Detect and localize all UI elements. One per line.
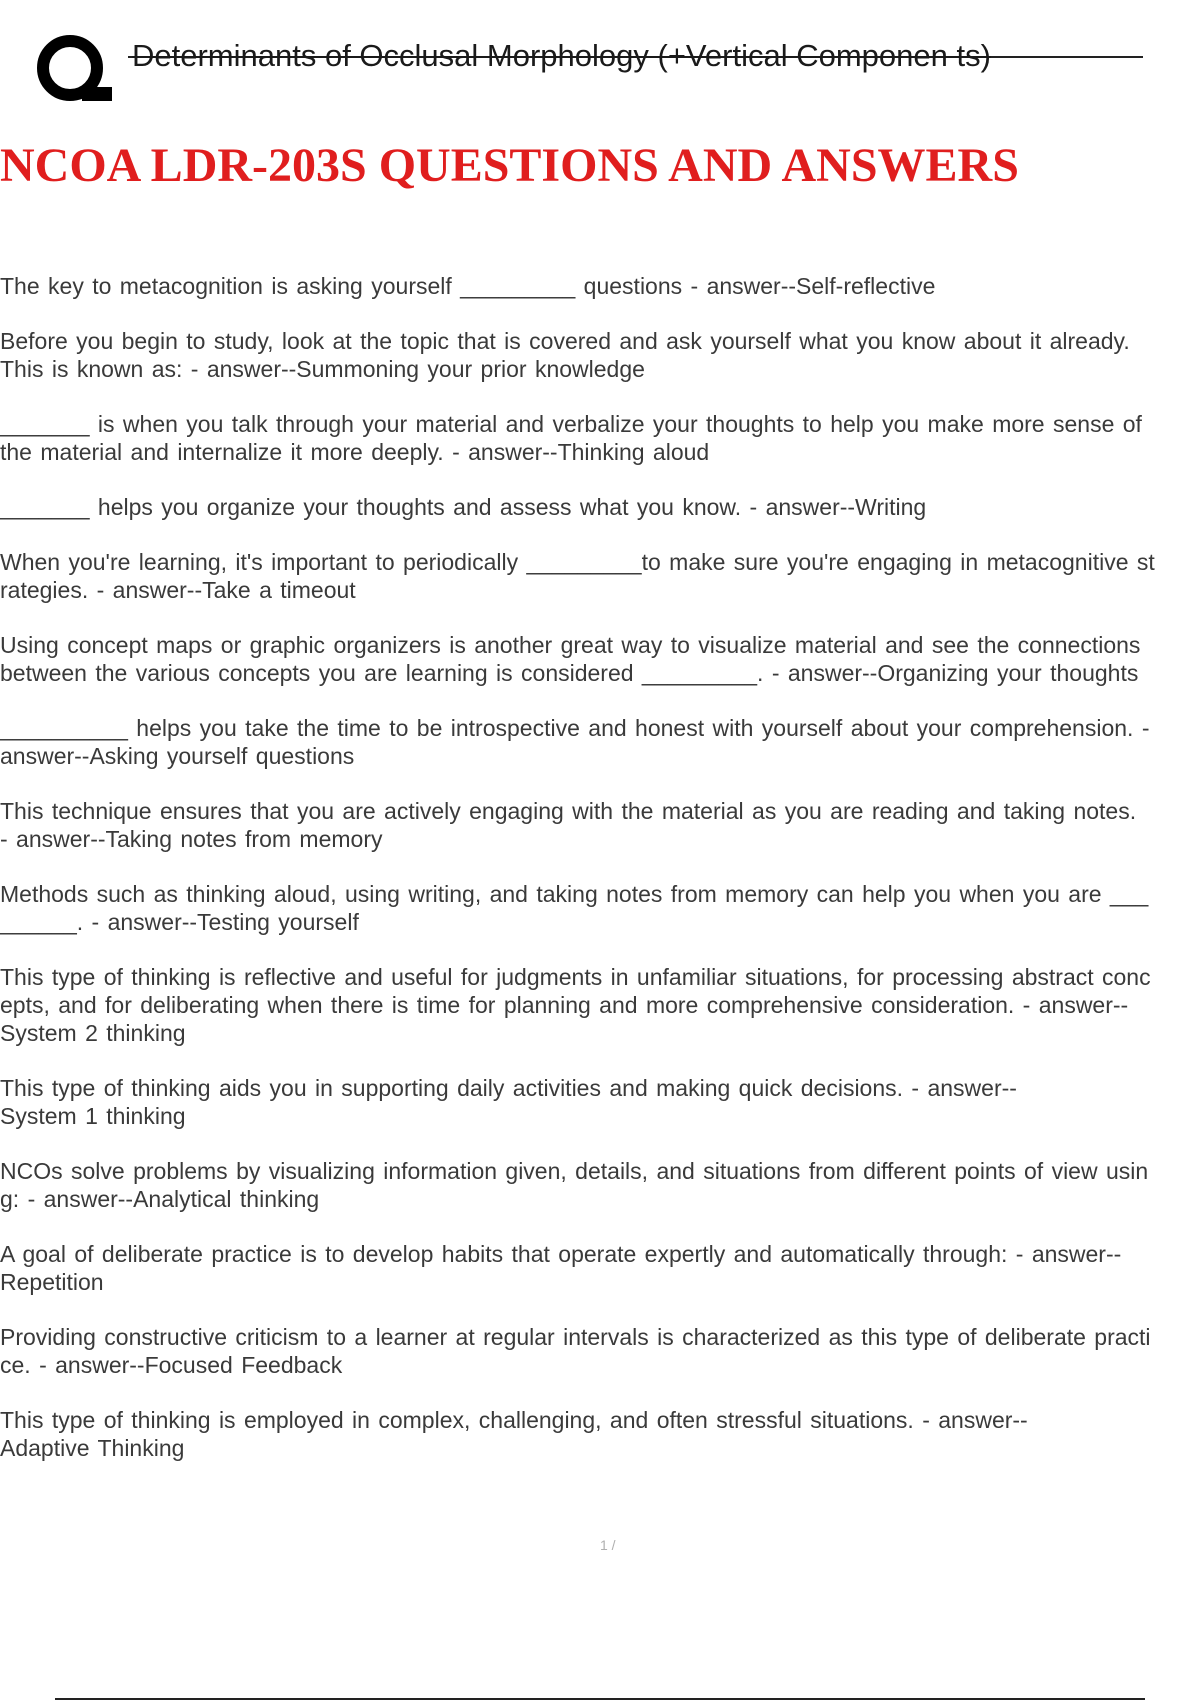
qa-line: _______ helps you organize your thoughts and assess what you know. - answer--Writing <box>0 494 927 520</box>
qa-line: This technique ensures that you are actively engaging with the material as you are reading and taking notes. <box>0 798 1137 824</box>
qa-line: Providing constructive criticism to a learner at regular intervals is characterized as this type of deliberate practi <box>0 1324 1151 1350</box>
qa-line: __________ helps you take the time to be introspective and honest with yourself about your comprehension. - <box>0 715 1150 741</box>
qa-line: answer--Asking yourself questions <box>0 743 355 769</box>
page-number: 1 / <box>600 1537 616 1553</box>
qa-line: the material and internalize it more deeply. - answer--Thinking aloud <box>0 439 710 465</box>
qa-line: This type of thinking is employed in complex, challenging, and often stressful situations. - answer-- <box>0 1407 1028 1433</box>
qa-list <box>0 272 1200 1489</box>
qa-item <box>0 1406 1200 1462</box>
qa-line: This type of thinking is reflective and useful for judgments in unfamiliar situations, for processing abstract conc <box>0 964 1151 990</box>
qa-line: This is known as: - answer--Summoning your prior knowledge <box>0 356 645 382</box>
qa-line: NCOs solve problems by visualizing information given, details, and situations from different points of view usin <box>0 1158 1149 1184</box>
qa-line: The key to metacognition is asking yourself _________ questions - answer--Self-reflective <box>0 273 936 299</box>
qa-line: Using concept maps or graphic organizers is another great way to visualize material and see the connections <box>0 632 1141 658</box>
qa-line: Methods such as thinking aloud, using writing, and taking notes from memory can help you when you are ___ <box>0 881 1149 907</box>
qa-item <box>0 410 1200 466</box>
qa-line: Before you begin to study, look at the topic that is covered and ask yourself what you know about it already. <box>0 328 1130 354</box>
qa-line: between the various concepts you are learning is considered _________. - answer--Organizing your thoughts <box>0 660 1139 686</box>
qa-item <box>0 963 1200 1047</box>
qa-item <box>0 797 1200 853</box>
qa-item <box>0 1323 1200 1379</box>
qa-item <box>0 631 1200 687</box>
qa-line: A goal of deliberate practice is to develop habits that operate expertly and automatically through: - answer-- <box>0 1241 1122 1267</box>
qa-line: Adaptive Thinking <box>0 1435 185 1461</box>
qa-item <box>0 493 1200 521</box>
qa-line: Repetition <box>0 1269 104 1295</box>
qa-item <box>0 327 1200 383</box>
qa-line: _______ is when you talk through your material and verbalize your thoughts to help you make more sense of <box>0 411 1142 437</box>
qa-line: epts, and for deliberating when there is time for planning and more comprehensive consideration. - answer-- <box>0 992 1129 1018</box>
qa-item <box>0 548 1200 604</box>
header-title: Determinants of Occlusal Morphology (+Vertical Componen ts) <box>132 38 991 73</box>
qa-line: ______. - answer--Testing yourself <box>0 909 359 935</box>
qa-item <box>0 1240 1200 1296</box>
qa-item <box>0 272 1200 300</box>
qa-line: rategies. - answer--Take a timeout <box>0 577 356 603</box>
qa-line: This type of thinking aids you in supporting daily activities and making quick decisions. - answer-- <box>0 1075 1017 1101</box>
qa-item <box>0 1074 1200 1130</box>
qa-line: System 1 thinking <box>0 1103 186 1129</box>
qa-line: System 2 thinking <box>0 1020 186 1046</box>
qa-line: g: - answer--Analytical thinking <box>0 1186 320 1212</box>
search-icon[interactable] <box>32 32 112 112</box>
qa-line: ce. - answer--Focused Feedback <box>0 1352 343 1378</box>
qa-item <box>0 714 1200 770</box>
qa-item <box>0 880 1200 936</box>
document-title: NCOA LDR-203S QUESTIONS AND ANSWERS <box>0 139 1019 192</box>
qa-line: When you're learning, it's important to periodically _________to make sure you're engaging in metacognitive st <box>0 549 1155 575</box>
qa-item <box>0 1157 1200 1213</box>
qa-line: - answer--Taking notes from memory <box>0 826 383 852</box>
